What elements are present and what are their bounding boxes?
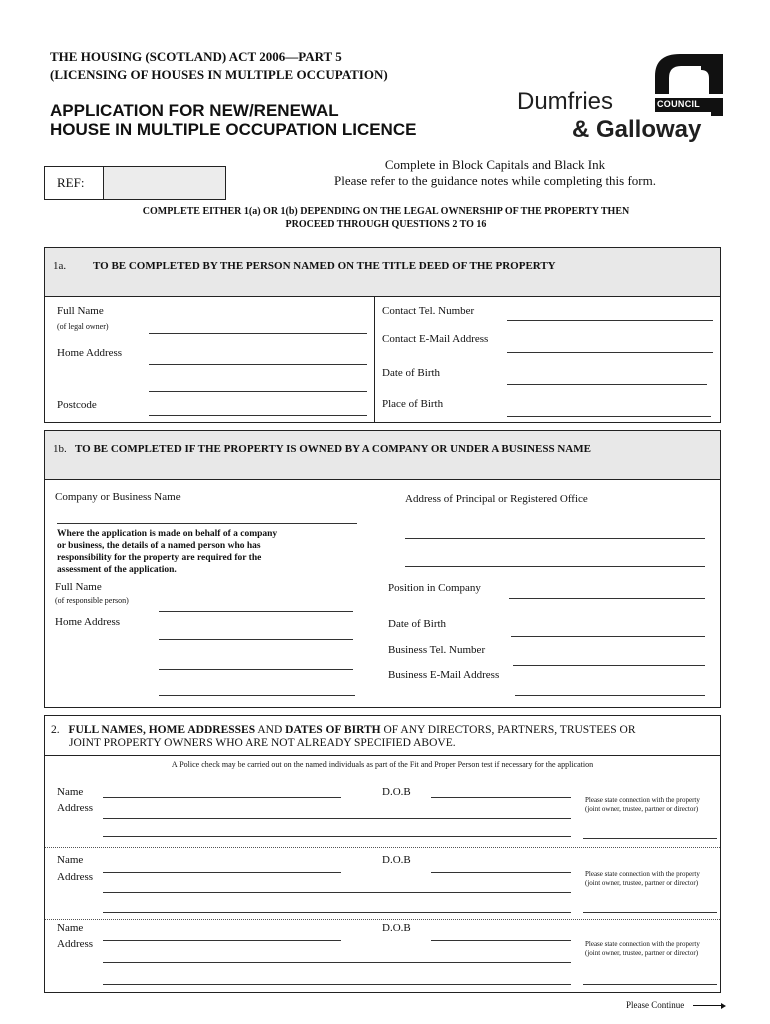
1a-contact-tel-input[interactable] [507, 320, 713, 321]
either-line-1: COMPLETE EITHER 1(a) OR 1(b) DEPENDING ON THE LEGAL OWNERSHIP OF THE PROPERTY THEN [142, 206, 630, 217]
instruction-line-1: Complete in Block Capitals and Black Ink [384, 157, 606, 172]
act-line-1: THE HOUSING (SCOTLAND) ACT 2006—PART 5 [50, 49, 342, 64]
section-1a-header [45, 248, 720, 297]
logo-badge: COUNCIL [657, 99, 701, 109]
1b-company-name-label: Company or Business Name [55, 491, 181, 503]
logo-galloway: & Galloway [572, 116, 702, 143]
section-1b-heading: TO BE COMPLETED IF THE PROPERTY IS OWNED BY A COMPANY OR UNDER A BUSINESS NAME [75, 443, 591, 455]
1b-position-label: Position in Company [388, 582, 481, 594]
section-1a-number: 1a. [53, 260, 67, 272]
arrow-right-icon [693, 1005, 721, 1006]
s2-entry-1-name-label: Name [57, 786, 84, 798]
section-1a-heading: TO BE COMPLETED BY THE PERSON NAMED ON THE TITLE DEED OF THE PROPERTY [93, 260, 556, 272]
s2-entry-3-connection-input[interactable] [583, 984, 717, 985]
form-title-line-1: APPLICATION FOR NEW/RENEWAL [50, 101, 339, 120]
council-logo [515, 48, 727, 148]
1a-home-address-input-2[interactable] [149, 391, 367, 392]
section-2-header: 2. FULL NAMES, HOME ADDRESSES AND DATES OF BIRTH OF ANY DIRECTORS, PARTNERS, TRUSTEES OR JOINT PROPERTY OWNERS WHO ARE NOT ALREADY SPECIFIED ABOVE. [45, 716, 720, 756]
please-continue-label: Please Continue [626, 1000, 685, 1010]
instruction-line-2: Please refer to the guidance notes while completing this form. [333, 173, 657, 188]
s2-entry-2-name-label: Name [57, 854, 84, 866]
s2-entry-2-dob-input[interactable] [431, 872, 571, 873]
1a-full-name-label: Full Name [57, 305, 104, 317]
section-2-heading-bold-2: DATES OF BIRTH [285, 724, 381, 736]
section-2-number: 2. [51, 724, 60, 736]
section-1a [44, 247, 721, 423]
s2-entry-3-address-label: Address [57, 938, 94, 950]
act-line-2: (LICENSING OF HOUSES IN MULTIPLE OCCUPATION) [50, 67, 388, 82]
ref-box [44, 166, 226, 200]
1b-principal-address-input-2[interactable] [405, 566, 705, 567]
section-1b [44, 430, 721, 708]
1a-full-name-note: (of legal owner) [57, 322, 109, 331]
1b-business-tel-label: Business Tel. Number [388, 644, 486, 656]
s2-entry-2-connection-note: Please state connection with the property (joint owner, trustee, partner or director) [585, 870, 700, 887]
1a-full-name-input[interactable] [149, 333, 367, 334]
1a-contact-email-label: Contact E-Mail Address [382, 333, 489, 345]
s2-entry-3-address-input-1[interactable] [103, 962, 571, 963]
1b-principal-address-input-1[interactable] [405, 538, 705, 539]
1b-business-email-input[interactable] [515, 695, 705, 696]
section-2-heading-line-2: JOINT PROPERTY OWNERS WHO ARE NOT ALREADY SPECIFIED ABOVE. [69, 737, 456, 749]
s2-entry-3-connection-note: Please state connection with the property (joint owner, trustee, partner or director) [585, 940, 700, 957]
1a-contact-email-input[interactable] [507, 352, 713, 353]
s2-entry-1-dob-input[interactable] [431, 797, 571, 798]
1b-company-name-input[interactable] [57, 523, 357, 524]
s2-entry-3-name-input[interactable] [103, 940, 341, 941]
s2-entry-2-address-input-2[interactable] [103, 912, 571, 913]
s2-entry-3-address-input-2[interactable] [103, 984, 571, 985]
s2-entry-3-dob-input[interactable] [431, 940, 571, 941]
1b-dob-label: Date of Birth [388, 618, 447, 630]
s2-entry-1-connection-input[interactable] [583, 838, 717, 839]
1b-position-input[interactable] [509, 598, 705, 599]
1b-full-name-input[interactable] [159, 611, 353, 612]
s2-entry-3-name-label: Name [57, 922, 84, 934]
section-2 [44, 715, 721, 993]
1a-postcode-label: Postcode [57, 399, 97, 411]
either-line-2: PROCEED THROUGH QUESTIONS 2 TO 16 [285, 219, 487, 230]
section-1b-header [45, 431, 720, 480]
1a-home-address-label: Home Address [57, 347, 123, 359]
1b-dob-input[interactable] [511, 636, 705, 637]
act-title [50, 48, 388, 84]
s2-entry-1-address-input-2[interactable] [103, 836, 571, 837]
s2-entry-1-connection-note: Please state connection with the property (joint owner, trustee, partner or director) [585, 796, 700, 813]
section-2-heading-bold-1: FULL NAMES, HOME ADDRESSES [68, 724, 256, 736]
1a-place-of-birth-input[interactable] [507, 416, 711, 417]
1a-dob-label: Date of Birth [382, 367, 441, 379]
logo-dumfries: Dumfries [517, 88, 614, 115]
either-instruction [44, 205, 728, 231]
ref-input[interactable] [104, 167, 225, 199]
s2-entry-1-name-input[interactable] [103, 797, 341, 798]
1b-business-email-label: Business E-Mail Address [388, 669, 500, 681]
instructions [240, 157, 750, 189]
1b-home-address-input-2[interactable] [159, 669, 353, 670]
1b-behalf-note: Where the application is made on behalf of a company or business, the details of a named person who has responsibility for the property are required for the assessment of the application. [57, 529, 278, 575]
s2-entry-2-connection-input[interactable] [583, 912, 717, 913]
1a-contact-tel-label: Contact Tel. Number [382, 305, 475, 317]
1b-principal-address-label: Address of Principal or Registered Office [405, 493, 588, 505]
police-note: A Police check may be carried out on the named individuals as part of the Fit and Proper Person test if necessary for the application [171, 760, 594, 769]
1a-home-address-input-1[interactable] [149, 364, 367, 365]
1a-dob-input[interactable] [507, 384, 707, 385]
please-continue[interactable] [626, 1000, 726, 1010]
1a-postcode-input[interactable] [149, 415, 367, 416]
1b-home-address-label: Home Address [55, 616, 121, 628]
s2-entry-1-address-input-1[interactable] [103, 818, 571, 819]
form-title [50, 101, 416, 139]
s2-entry-3-dob-label: D.O.B [382, 922, 411, 934]
s2-entry-1-dob-label: D.O.B [382, 786, 411, 798]
s2-entry-2-name-input[interactable] [103, 872, 341, 873]
s2-entry-2-address-label: Address [57, 871, 94, 883]
s2-entry-2-address-input-1[interactable] [103, 892, 571, 893]
1b-full-name-note: (of responsible person) [55, 596, 129, 605]
1b-home-address-input-1[interactable] [159, 639, 353, 640]
s2-entry-2-dob-label: D.O.B [382, 854, 411, 866]
ref-label: REF: [57, 175, 85, 190]
s2-entry-1-address-label: Address [57, 802, 94, 814]
1b-home-address-input-3[interactable] [159, 695, 355, 696]
1a-place-of-birth-label: Place of Birth [382, 398, 444, 410]
1b-business-tel-input[interactable] [513, 665, 705, 666]
section-1b-number: 1b. [53, 443, 67, 455]
form-title-line-2: HOUSE IN MULTIPLE OCCUPATION LICENCE [50, 120, 417, 139]
1b-full-name-label: Full Name [55, 581, 102, 593]
